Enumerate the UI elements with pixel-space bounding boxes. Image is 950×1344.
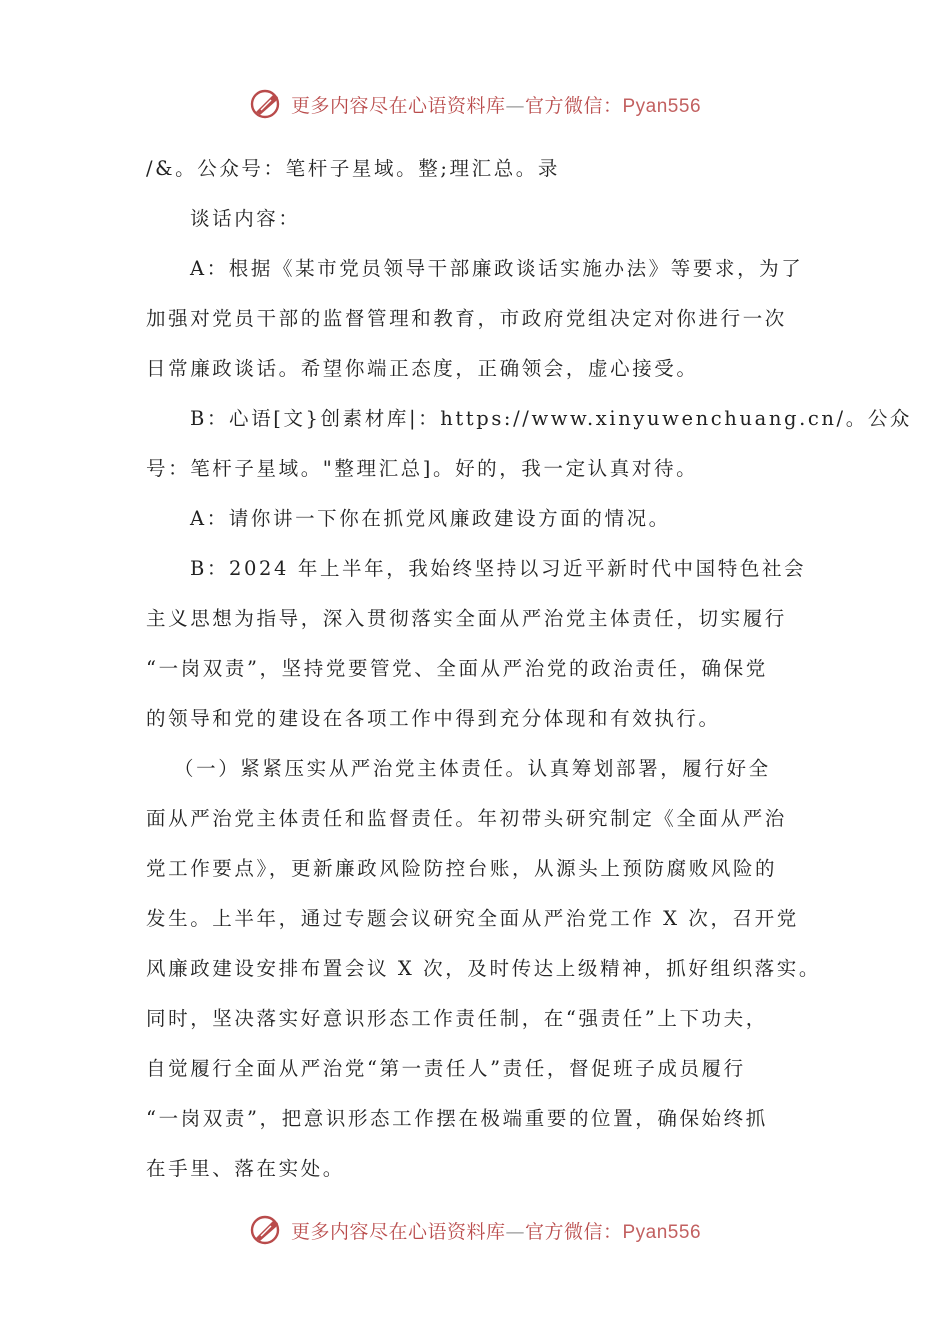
watermark-text: 更多内容尽在心语资料库—官方微信：Pyan556 — [290, 94, 702, 117]
text-line: 发生。上半年，通过专题会议研究全面从严治党工作 X 次，召开党 — [146, 907, 799, 930]
text-line: 谈话内容： — [190, 207, 301, 230]
text-line: 的领导和党的建设在各项工作中得到充分体现和有效执行。 — [146, 707, 721, 730]
text-line: 日常廉政谈话。希望你端正态度，正确领会，虚心接受。 — [146, 357, 699, 380]
text-line: “一岗双责”，坚持党要管党、全面从严治党的政治责任，确保党 — [146, 657, 768, 680]
text-line: 党工作要点》，更新廉政风险防控台账，从源头上预防腐败风险的 — [146, 857, 778, 880]
text-line: 面从严治党主体责任和监督责任。年初带头研究制定《全面从严治 — [146, 807, 787, 830]
text-line: B：心语[文}创素材库|：https://www.xinyuwenchuang.cn/。公众 — [190, 407, 913, 430]
text-line: 同时，坚决落实好意识形态工作责任制，在“强责任”上下功夫， — [146, 1007, 768, 1030]
text-line: B：2024 年上半年，我始终坚持以习近平新时代中国特色社会 — [190, 557, 807, 580]
text-line: 风廉政建设安排布置会议 X 次，及时传达上级精神，抓好组织落实。 — [146, 957, 821, 980]
footer-watermark — [0, 1208, 950, 1252]
text-line: 主义思想为指导，深入贯彻落实全面从严治党主体责任，切实履行 — [146, 607, 787, 630]
pen-nib-circle-icon — [249, 86, 285, 122]
text-line: 号：笔杆子星域。"整理汇总]。好的，我一定认真对待。 — [146, 457, 699, 480]
text-line: /&。公众号：笔杆子星域。整;理汇总。录 — [146, 157, 560, 180]
text-line: 在手里、落在实处。 — [146, 1157, 345, 1180]
pen-nib-circle-icon — [249, 1212, 285, 1248]
header-watermark — [0, 82, 950, 126]
text-line: A：根据《某市党员领导干部廉政谈话实施办法》等要求，为了 — [190, 257, 804, 280]
text-line: （一）紧紧压实从严治党主体责任。认真筹划部署，履行好全 — [174, 757, 771, 780]
text-line: 加强对党员干部的监督管理和教育，市政府党组决定对你进行一次 — [146, 307, 787, 330]
text-line: 自觉履行全面从严治党“第一责任人”责任，督促班子成员履行 — [146, 1057, 746, 1080]
watermark-text: 更多内容尽在心语资料库—官方微信：Pyan556 — [290, 1220, 702, 1243]
text-line: “一岗双责”，把意识形态工作摆在极端重要的位置，确保始终抓 — [146, 1107, 768, 1130]
text-line: A：请你讲一下你在抓党风廉政建设方面的情况。 — [190, 507, 671, 530]
